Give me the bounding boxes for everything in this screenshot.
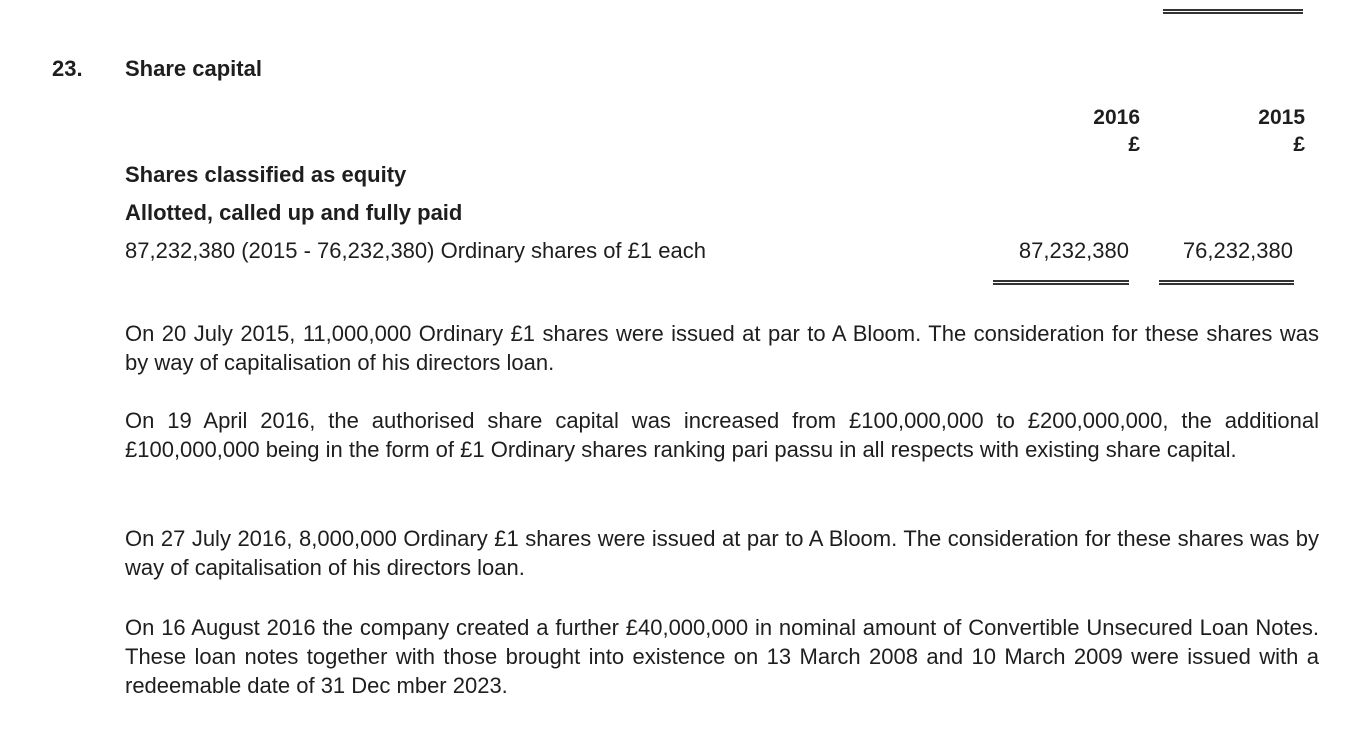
- share-value-2016: 87,232,380: [1018, 238, 1129, 263]
- top-double-rule: [1163, 9, 1303, 14]
- section-number: 23.: [52, 56, 83, 81]
- total-double-rule-2015: [1159, 280, 1294, 285]
- section-title: Share capital: [125, 56, 262, 81]
- note-paragraph-2: On 19 April 2016, the authorised share capital was increased from £100,000,000 to £200,000,000, the additional £100,000,000 being in the form of £1 Ordinary shares ranking pari passu in all respects with existing share capital.: [125, 408, 1319, 462]
- classification-heading: Shares classified as equity: [125, 162, 407, 187]
- category-heading: Allotted, called up and fully paid: [125, 200, 463, 225]
- share-value-2015: 76,232,380: [1182, 238, 1293, 263]
- total-double-rule-2016: [993, 280, 1129, 285]
- column-year-2015: 2015: [1258, 106, 1305, 129]
- column-header-2015: [1258, 104, 1305, 158]
- note-paragraph-4: On 16 August 2016 the company created a further £40,000,000 in nominal amount of Convertible Unsecured Loan Notes. These loan notes together with those brought into existence on 13 March 2008 and 10 March 2009 were issued with a redeemable date of 31 Dec mber 2023.: [125, 615, 1319, 698]
- share-row-label: 87,232,380 (2015 - 76,232,380) Ordinary shares of £1 each: [125, 238, 706, 263]
- note-paragraph-1: On 20 July 2015, 11,000,000 Ordinary £1 shares were issued at par to A Bloom. The consideration for these shares was by way of capitalisation of his directors loan.: [125, 321, 1319, 375]
- note-paragraph-3: On 27 July 2016, 8,000,000 Ordinary £1 shares were issued at par to A Bloom. The consideration for these shares was by way of capitalisation of his directors loan.: [125, 526, 1319, 580]
- column-unit-2015: £: [1293, 133, 1305, 156]
- column-unit-2016: £: [1128, 133, 1140, 156]
- column-year-2016: 2016: [1093, 106, 1140, 129]
- column-header-2016: [1093, 104, 1140, 158]
